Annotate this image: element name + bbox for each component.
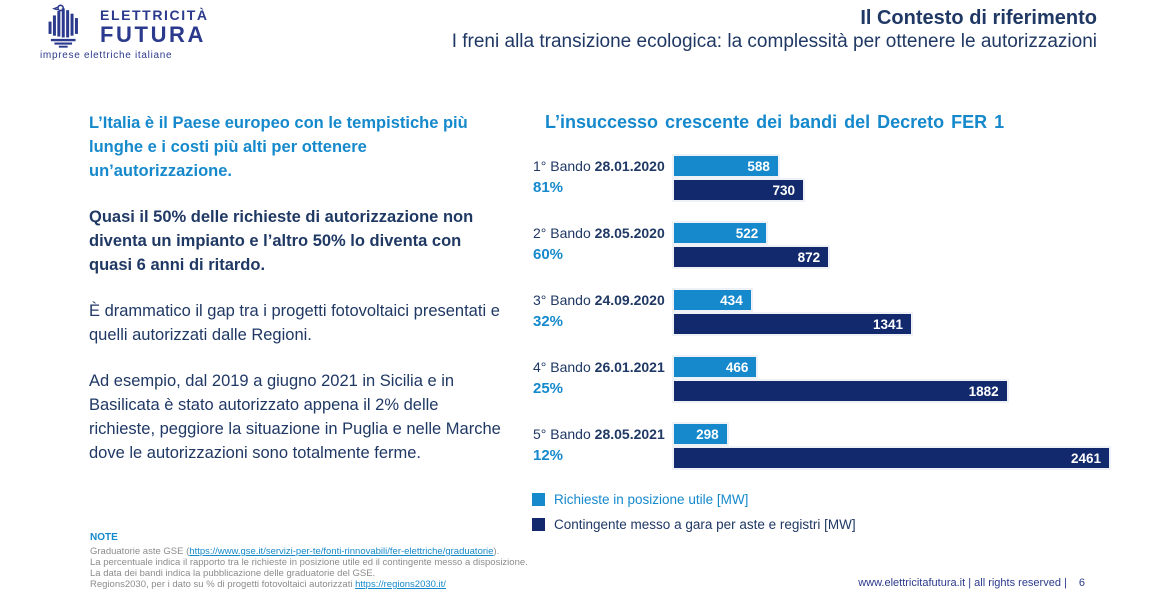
eagle-logo-icon (36, 4, 96, 48)
bando-label: 2° Bando (533, 225, 591, 241)
bando-pct: 81% (533, 179, 564, 196)
bando-date: 28.05.2021 (594, 426, 665, 442)
chart-groups (533, 156, 1113, 468)
bar-contingente (674, 448, 1109, 468)
bando-pct: 12% (533, 447, 564, 464)
logo (36, 4, 209, 61)
bando-label: 5° Bando (533, 426, 591, 442)
bar-contingente (674, 381, 1007, 401)
chart-legend (532, 492, 856, 542)
bar-contingente-value: 1341 (872, 316, 904, 332)
bar-richieste-value: 588 (747, 158, 770, 174)
logo-text-futura: FUTURA (100, 22, 207, 47)
page-title: Il Contesto di riferimento (860, 7, 1097, 29)
chart-group (533, 156, 1113, 200)
bar-contingente (674, 314, 911, 334)
gse-link[interactable]: https://www.gse.it/servizi-per-te/fonti-rinnovabili/fer-elettriche/graduatorie (189, 546, 494, 557)
bar-contingente-value: 730 (772, 182, 796, 198)
footer (858, 577, 1085, 589)
note-line-regions: Regions2030, per i dato su % di progetti fotovoltaici autorizzati https://regions2030.it/ (90, 579, 446, 590)
note-line-data-bandi: La data dei bandi indica la pubblicazione delle graduatorie del GSE. (90, 568, 376, 579)
legend-label-contingente: Contingente messo a gara per aste e registri [MW] (554, 517, 856, 532)
logo-caption: imprese elettriche italiane (40, 50, 173, 61)
chart-group (533, 290, 1113, 334)
bar-richieste (674, 357, 756, 377)
chart-group (533, 424, 1113, 468)
bando-pct: 32% (533, 313, 564, 330)
legend-label-richieste: Richieste in posizione utile [MW] (554, 492, 749, 507)
bando-date: 28.05.2020 (594, 225, 665, 241)
bando-date: 26.01.2021 (594, 359, 665, 375)
notes-block (90, 532, 570, 590)
bar-richieste-value: 434 (720, 292, 743, 308)
paragraph-richieste: Quasi il 50% delle richieste di autorizzazione non diventa un impianto e l’altro 50% lo diventa con quasi 6 anni di ritardo. (89, 208, 474, 274)
bar-richieste (674, 290, 751, 310)
paragraph-tempistiche: L’Italia è il Paese europeo con le tempistiche più lunghe e i costi più alti per ottenere un’autorizzazione. (89, 114, 468, 180)
bar-richieste (674, 156, 778, 176)
page-subtitle: I freni alla transizione ecologica: la complessità per ottenere le autorizzazioni (451, 31, 1097, 52)
bando-label: 4° Bando (533, 359, 591, 375)
chart-group (533, 357, 1113, 401)
bar-richieste (674, 223, 766, 243)
chart-title: L’insuccesso crescente dei bandi del Decreto FER 1 (545, 112, 1005, 132)
bando-date: 28.01.2020 (594, 158, 665, 174)
page-number: 6 (1078, 577, 1085, 589)
bando-pct: 25% (533, 380, 564, 397)
bar-contingente-value: 872 (797, 249, 821, 265)
regions2030-link[interactable]: https://regions2030.it/ (355, 579, 446, 590)
bar-contingente (674, 180, 803, 200)
bando-date: 24.09.2020 (594, 292, 665, 308)
bar-richieste-value: 466 (725, 359, 749, 375)
bando-pct: 60% (533, 246, 564, 263)
paragraph-gap: È drammatico il gap tra i progetti fotovoltaici presentati e quelli autorizzati dalle Regioni. (89, 302, 500, 344)
bando-label: 3° Bando (533, 292, 591, 308)
note-line-percentuale: La percentuale indica il rapporto tra le richieste in posizione utile ed il contingente messo a disposizione. (90, 557, 528, 568)
bar-richieste-value: 522 (735, 225, 759, 241)
bar-contingente (674, 247, 828, 267)
header-titles (452, 6, 1097, 54)
legend-swatch-contingente-icon (532, 518, 545, 531)
logo-text-elettricita: ELETTRICITÀ (100, 7, 209, 23)
bar-chart (533, 156, 1113, 491)
footer-text: www.elettricitafutura.it | all rights reserved | (858, 577, 1067, 589)
bar-richieste-value: 298 (696, 426, 719, 442)
chart-group (533, 223, 1113, 267)
bando-label: 1° Bando (533, 158, 591, 174)
note-line-gse: Graduatorie aste GSE (https://www.gse.it/servizi-per-te/fonti-rinnovabili/fer-elettriche/graduatorie). (90, 546, 500, 557)
bar-contingente-value: 2461 (1070, 450, 1101, 466)
left-text-column (89, 111, 501, 487)
legend-row-richieste (532, 492, 856, 507)
notes-heading: NOTE (90, 532, 118, 543)
legend-row-contingente (532, 517, 856, 532)
legend-swatch-richieste-icon (532, 493, 545, 506)
paragraph-esempio: Ad esempio, dal 2019 a giugno 2021 in Sicilia e in Basilicata è stato autorizzato appena il 2% delle richieste, peggiore la situazione in Puglia e nelle Marche dove le autorizzazioni sono totalmente ferme. (89, 372, 501, 462)
bar-richieste (674, 424, 727, 444)
bar-contingente-value: 1882 (968, 383, 999, 399)
